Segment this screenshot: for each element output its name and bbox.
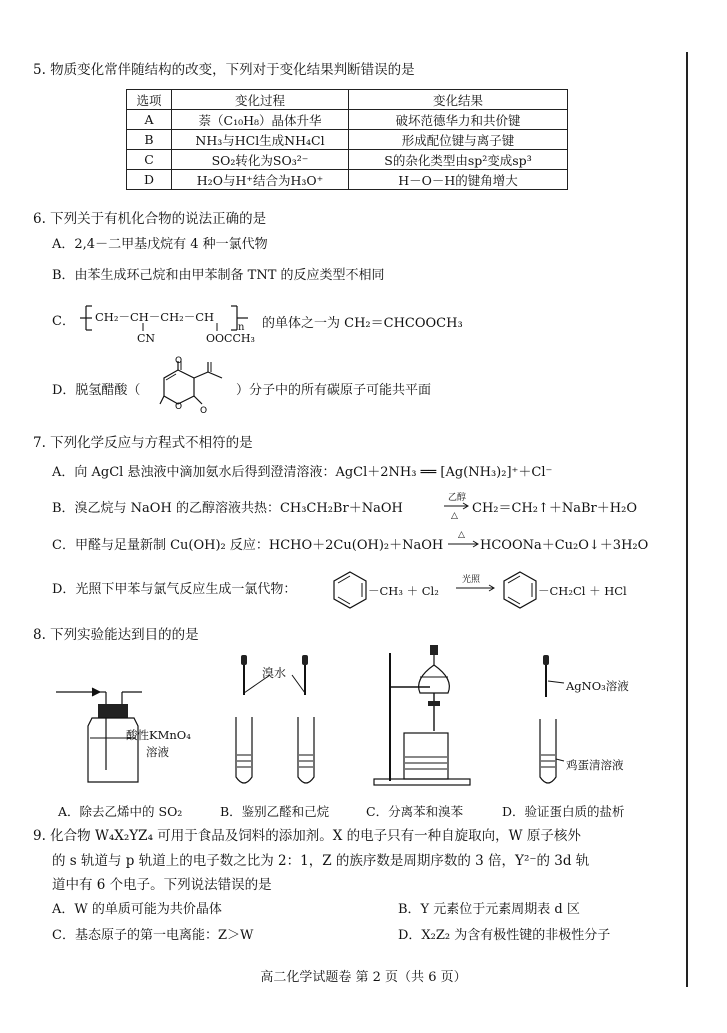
benzene-ring-reactant [330,570,370,610]
q7-c-condition: △ [458,530,465,540]
reaction-arrow-d [456,584,496,592]
q7-b-condition-bottom: △ [451,511,458,521]
q6-option-b: B．由苯生成环己烷和由甲苯制备 TNT 的反应类型不相同 [52,268,385,283]
q7-option-c-prefix: C．甲醛与足量新制 Cu(OH)₂ 反应：HCHO＋2Cu(OH)₂＋NaOH [52,538,444,553]
polymer-cn: CN [137,332,156,345]
q5-stem: 5. 物质变化常伴随结构的改变，下列对于变化结果判断错误的是 [33,62,415,78]
q8-stem: 8. 下列实验能达到目的的是 [33,627,199,643]
q6-stem: 6. 下列关于有机化合物的说法正确的是 [33,211,267,227]
q6-option-d-suffix: ）分子中的所有碳原子可能共平面 [236,383,432,398]
dehydroacetic-acid-structure [160,356,232,418]
table-row [127,110,568,130]
apparatus-c-separatory-funnel [370,645,480,790]
header-result: 变化结果 [349,90,568,110]
table-row [127,170,568,190]
polymer-n: n [238,322,245,333]
q7-d-condition: 光照 [462,575,481,585]
q7-b-condition-top: 乙醇 [448,493,467,503]
cell-result: S的杂化类型由sp²变成sp³ [349,150,568,170]
cell-option: A [127,110,172,130]
q8-caption-d: D．验证蛋白质的盐析 [502,804,625,819]
cell-process: 萘（C₁₀H₈）晶体升华 [172,110,349,130]
q7-option-d-prefix: D．光照下甲苯与氯气反应生成一氯代物： [52,582,297,597]
benzene-ring-product [500,570,540,610]
cell-option: B [127,130,172,150]
q6-option-c-prefix: C． [52,314,75,329]
q9-stem-line-3: 道中有 6 个电子。下列说法错误的是 [52,877,272,893]
cell-option: C [127,150,172,170]
cell-process: SO₂转化为SO₃²⁻ [172,150,349,170]
q8-caption-c: C．分离苯和溴苯 [366,804,464,819]
polymer-chain: CH₂－CH－CH₂－CH [95,310,215,324]
table-header-row [127,90,568,110]
margin-line [686,52,688,987]
svg-text:O: O [200,406,208,416]
cell-result: H－O－H的键角增大 [349,170,568,190]
q9-option-b: B．Y 元素位于元素周期表 d 区 [398,902,580,917]
q6-option-a: A．2,4－二甲基戊烷有 4 种一氯代物 [52,237,268,252]
label-egg-white: 鸡蛋清溶液 [566,758,624,772]
q7-stem: 7. 下列化学反应与方程式不相符的是 [33,435,253,451]
label-agno3: AgNO₃溶液 [566,679,629,693]
label-bromine-water: 溴水 [262,666,287,680]
table-row [127,130,568,150]
reaction-arrow-c [448,540,480,548]
q7-option-a: A．向 AgCl 悬浊液中滴加氨水后得到澄清溶液：AgCl＋2NH₃ ══ [Ag(NH₃)₂]⁺＋Cl⁻ [52,465,553,480]
q9-stem-line-2: 的 s 轨道与 p 轨道上的电子数之比为 2：1，Z 的族序数是周期序数的 3 倍，Y²⁻的 3d 轨 [52,853,590,869]
svg-text:O: O [175,356,183,366]
q9-option-a: A．W 的单质可能为共价晶体 [52,902,222,917]
apparatus-b-test-tubes [230,655,350,790]
svg-text:O: O [175,402,183,412]
polymer-ester: OOCCH₃ [206,332,255,345]
q7-d-ch3: －CH₃ ＋ Cl₂ [368,584,439,598]
q8-caption-b: B．鉴别乙醛和己烷 [220,804,330,819]
q7-option-c-suffix: HCOONa＋Cu₂O↓＋3H₂O [480,538,649,553]
table-row [127,150,568,170]
label-solution: 溶液 [146,745,169,759]
q7-option-b-suffix: CH₂＝CH₂↑＋NaBr＋H₂O [472,501,637,516]
page-footer: 高二化学试题卷 第 2 页（共 6 页） [260,970,467,985]
label-kmno4: 酸性KMnO₄ [126,728,191,742]
q9-option-c: C．基态原子的第一电离能：Z＞W [52,928,254,943]
header-process: 变化过程 [172,90,349,110]
header-option: 选项 [127,90,172,110]
q7-d-product: －CH₂Cl ＋ HCl [538,584,627,598]
cell-option: D [127,170,172,190]
q7-option-b-prefix: B．溴乙烷与 NaOH 的乙醇溶液共热：CH₃CH₂Br＋NaOH [52,501,403,516]
q9-stem-line-1: 9. 化合物 W₄X₂YZ₄ 可用于食品及饲料的添加剂。X 的电子只有一种自旋取向，W 原子核外 [33,828,581,844]
q6-option-c-suffix: 的单体之一为 CH₂＝CHCOOCH₃ [262,316,463,331]
q5-table [126,89,568,190]
cell-result: 形成配位键与离子键 [349,130,568,150]
cell-process: H₂O与H⁺结合为H₃O⁺ [172,170,349,190]
q8-caption-a: A．除去乙烯中的 SO₂ [58,804,183,819]
q6-option-d-prefix: D．脱氢醋酸（ [52,383,141,398]
cell-process: NH₃与HCl生成NH₄Cl [172,130,349,150]
q9-option-d: D．X₂Z₂ 为含有极性键的非极性分子 [398,928,611,943]
cell-result: 破坏范德华力和共价键 [349,110,568,130]
